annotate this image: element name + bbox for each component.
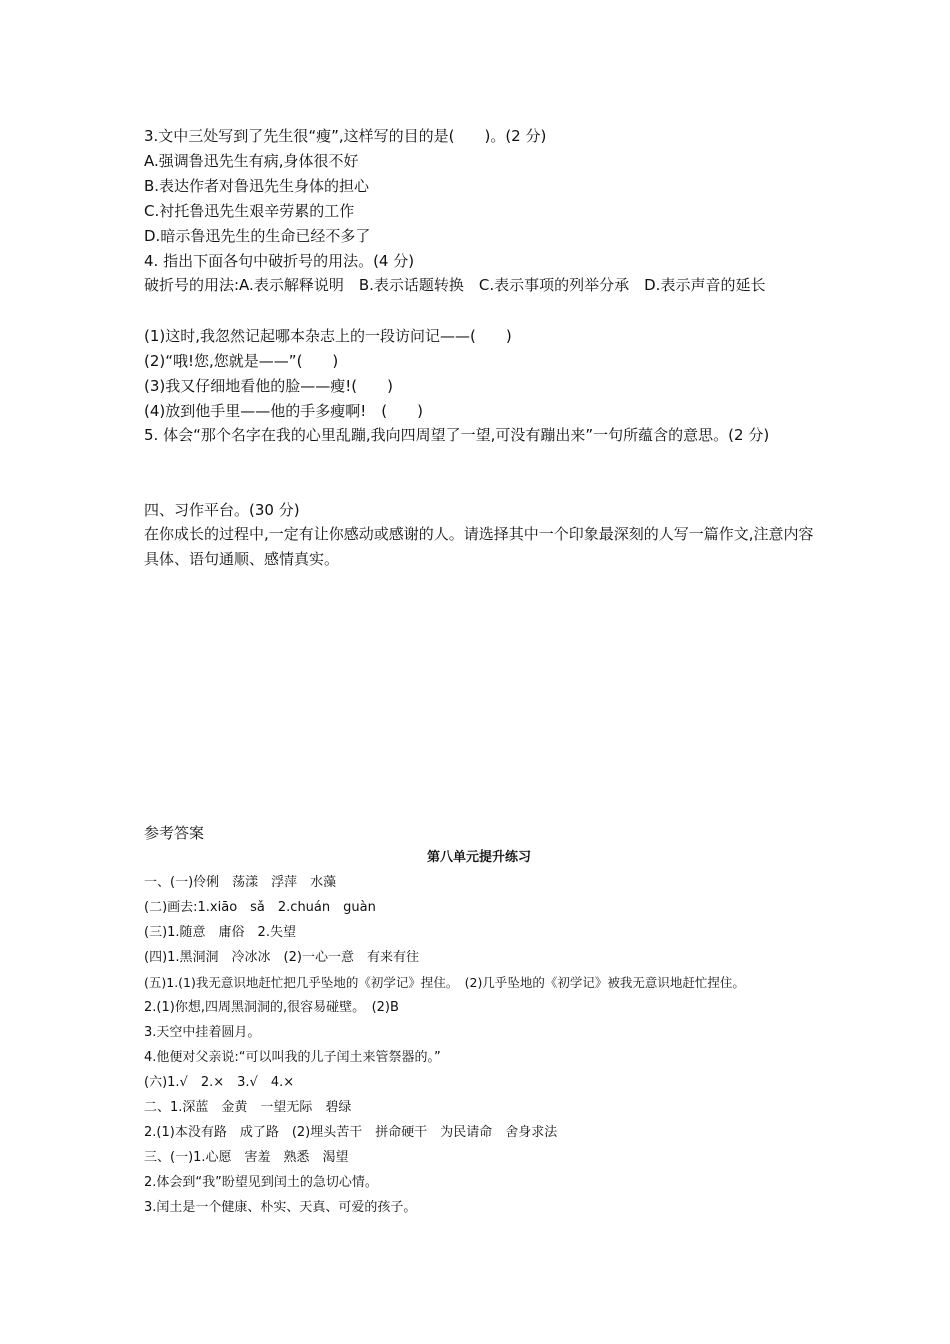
answer-line: 2.(1)本没有路 成了路 (2)埋头苦干 拼命硬干 为民请命 舍身求法 (144, 1125, 558, 1140)
question-4-item-1: (1)这时,我忽然记起哪本杂志上的一段访问记——( ) (144, 327, 512, 345)
answer-line: (三)1.随意 庸俗 2.失望 (144, 925, 296, 940)
question-4-stem: 4. 指出下面各句中破折号的用法。(4 分) (144, 252, 415, 270)
answer-line: (二)画去:1.xiāo sǎ 2.chuán guàn (144, 900, 376, 915)
answer-line: (五)1.(1)我无意识地赶忙把几乎坠地的《初学记》捏住。 (2)几乎坠地的《初学记》被我无意识地赶忙捏住。 (144, 975, 745, 990)
answers-label: 参考答案 (144, 824, 205, 842)
question-4-item-4: (4)放到他手里——他的手多瘦啊! ( ) (144, 402, 423, 420)
question-3-option-b: B.表达作者对鲁迅先生身体的担心 (144, 177, 370, 195)
question-3-option-d: D.暗示鲁迅先生的生命已经不多了 (144, 227, 371, 245)
dash-usage-options: 破折号的用法:A.表示解释说明 B.表示话题转换 C.表示事项的列举分承 D.表示声音的延长 (144, 276, 766, 294)
writing-heading: 四、习作平台。(30 分) (144, 501, 300, 519)
question-3-option-a: A.强调鲁迅先生有病,身体很不好 (144, 152, 359, 170)
answers-title: 第八单元提升练习 (426, 850, 531, 865)
answer-line: (六)1.√ 2.× 3.√ 4.× (144, 1075, 295, 1090)
answer-line: (四)1.黑洞洞 冷冰冰 (2)一心一意 有来有往 (144, 950, 419, 965)
answer-line: 2.体会到“我”盼望见到闰土的急切心情。 (144, 1175, 378, 1190)
answer-line: 4.他便对父亲说:“可以叫我的儿子闰土来管祭器的。” (144, 1050, 441, 1065)
question-3-stem: 3.文中三处写到了先生很“瘦”,这样写的目的是( )。(2 分) (144, 127, 547, 145)
question-4-item-3: (3)我又仔细地看他的脸——瘦!( ) (144, 377, 393, 395)
answer-line: 3.天空中挂着圆月。 (144, 1025, 261, 1040)
answer-line: 三、(一)1.心愿 害羞 熟悉 渴望 (144, 1150, 349, 1165)
answer-line: 二、1.深蓝 金黄 一望无际 碧绿 (144, 1100, 352, 1115)
question-3-option-c: C.衬托鲁迅先生艰辛劳累的工作 (144, 202, 355, 220)
writing-prompt: 在你成长的过程中,一定有让你感动或感谢的人。请选择其中一个印象最深刻的人写一篇作文,注意内容具体、语句通顺、感情真实。 (144, 525, 814, 568)
question-5-stem: 5. 体会“那个名字在我的心里乱蹦,我向四周望了一望,可没有蹦出来”一句所蕴含的意思。(2 分) (144, 426, 770, 444)
answer-line: 3.闰土是一个健康、朴实、天真、可爱的孩子。 (144, 1200, 417, 1215)
answer-line: 2.(1)你想,四周黑洞洞的,很容易碰壁。 (2)B (144, 1000, 399, 1015)
question-4-item-2: (2)“哦!您,您就是——”( ) (144, 352, 339, 370)
answer-line: 一、(一)伶俐 荡漾 浮萍 水藻 (144, 875, 337, 890)
